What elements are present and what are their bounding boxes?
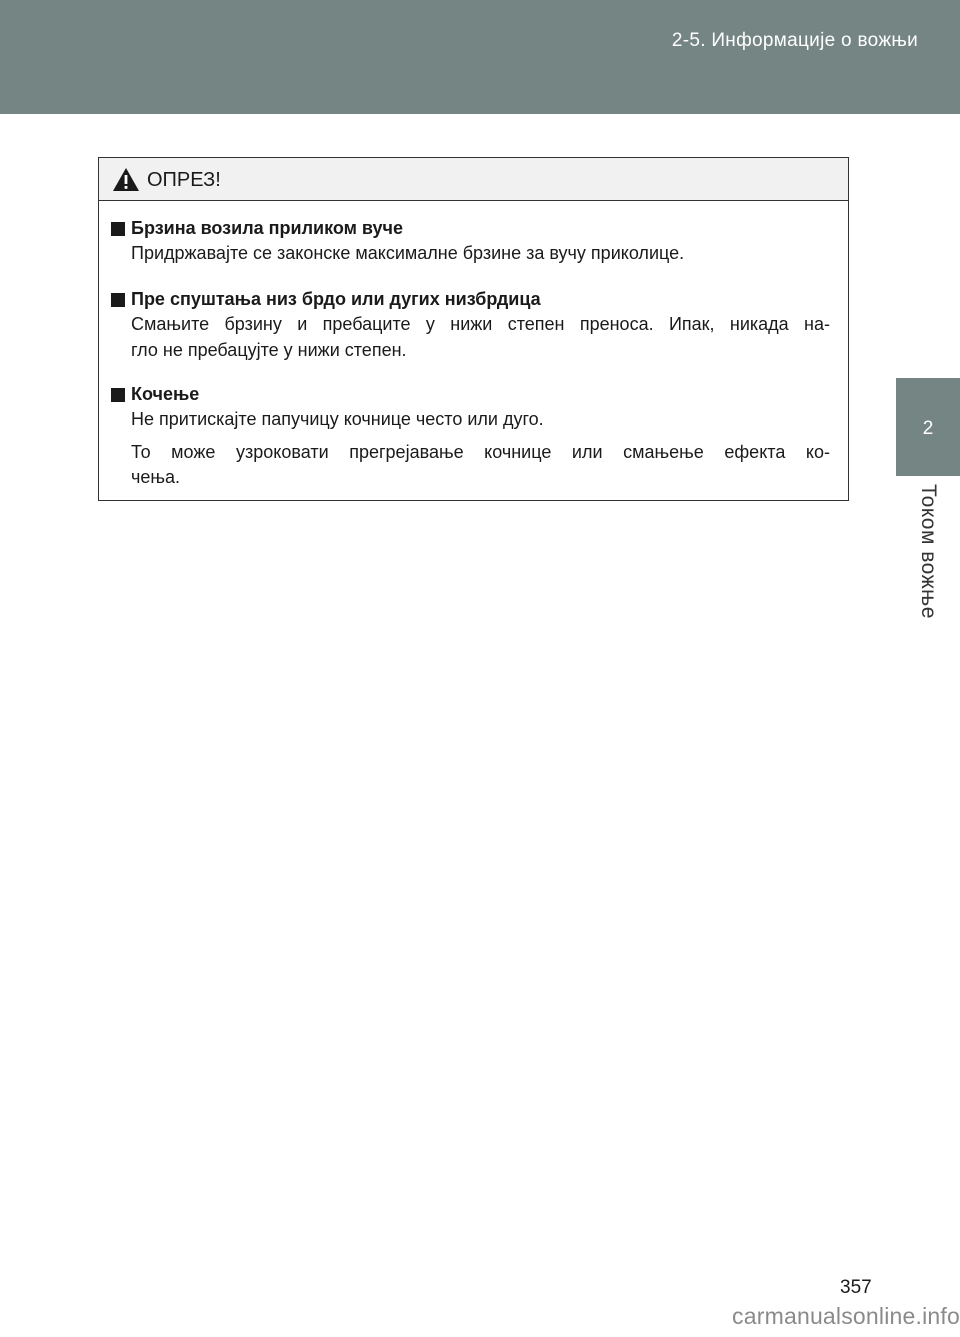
section-text: Смањите брзину и пребаците у нижи степен преноса. Ипак, никада на- [131, 314, 830, 334]
chapter-title: Током вожње [917, 484, 940, 619]
section-heading: Кочење [131, 384, 200, 404]
chapter-number: 2 [922, 418, 934, 439]
header-bar [0, 0, 960, 114]
section-text: Не притискајте папучицу кочнице често или дуго. [131, 409, 544, 429]
section-text: Придржавајте се законске максималне брзине за вучу приколице. [131, 243, 685, 263]
page-number: 357 [840, 1277, 872, 1298]
section-text: чења. [131, 467, 181, 487]
caution-label: ОПРЕЗ! [147, 169, 221, 191]
square-bullet-icon [111, 222, 125, 236]
section-text: гло не пребацујте у нижи степен. [131, 340, 407, 360]
chapter-tab [896, 378, 960, 476]
caution-header [99, 158, 848, 201]
warning-triangle-icon [112, 167, 140, 192]
section-text: То може узроковати прегрејавање кочнице или смањење ефекта ко- [131, 442, 830, 462]
section-heading: Брзина возила приликом вуче [131, 218, 404, 238]
section-title: 2-5. Информације о вожњи [671, 30, 918, 51]
square-bullet-icon [111, 388, 125, 402]
watermark: carmanualsonline.info [732, 1303, 960, 1329]
section-heading: Пре спуштања низ брдо или дугих низбрдица [131, 289, 541, 309]
caution-box [98, 157, 849, 501]
square-bullet-icon [111, 293, 125, 307]
